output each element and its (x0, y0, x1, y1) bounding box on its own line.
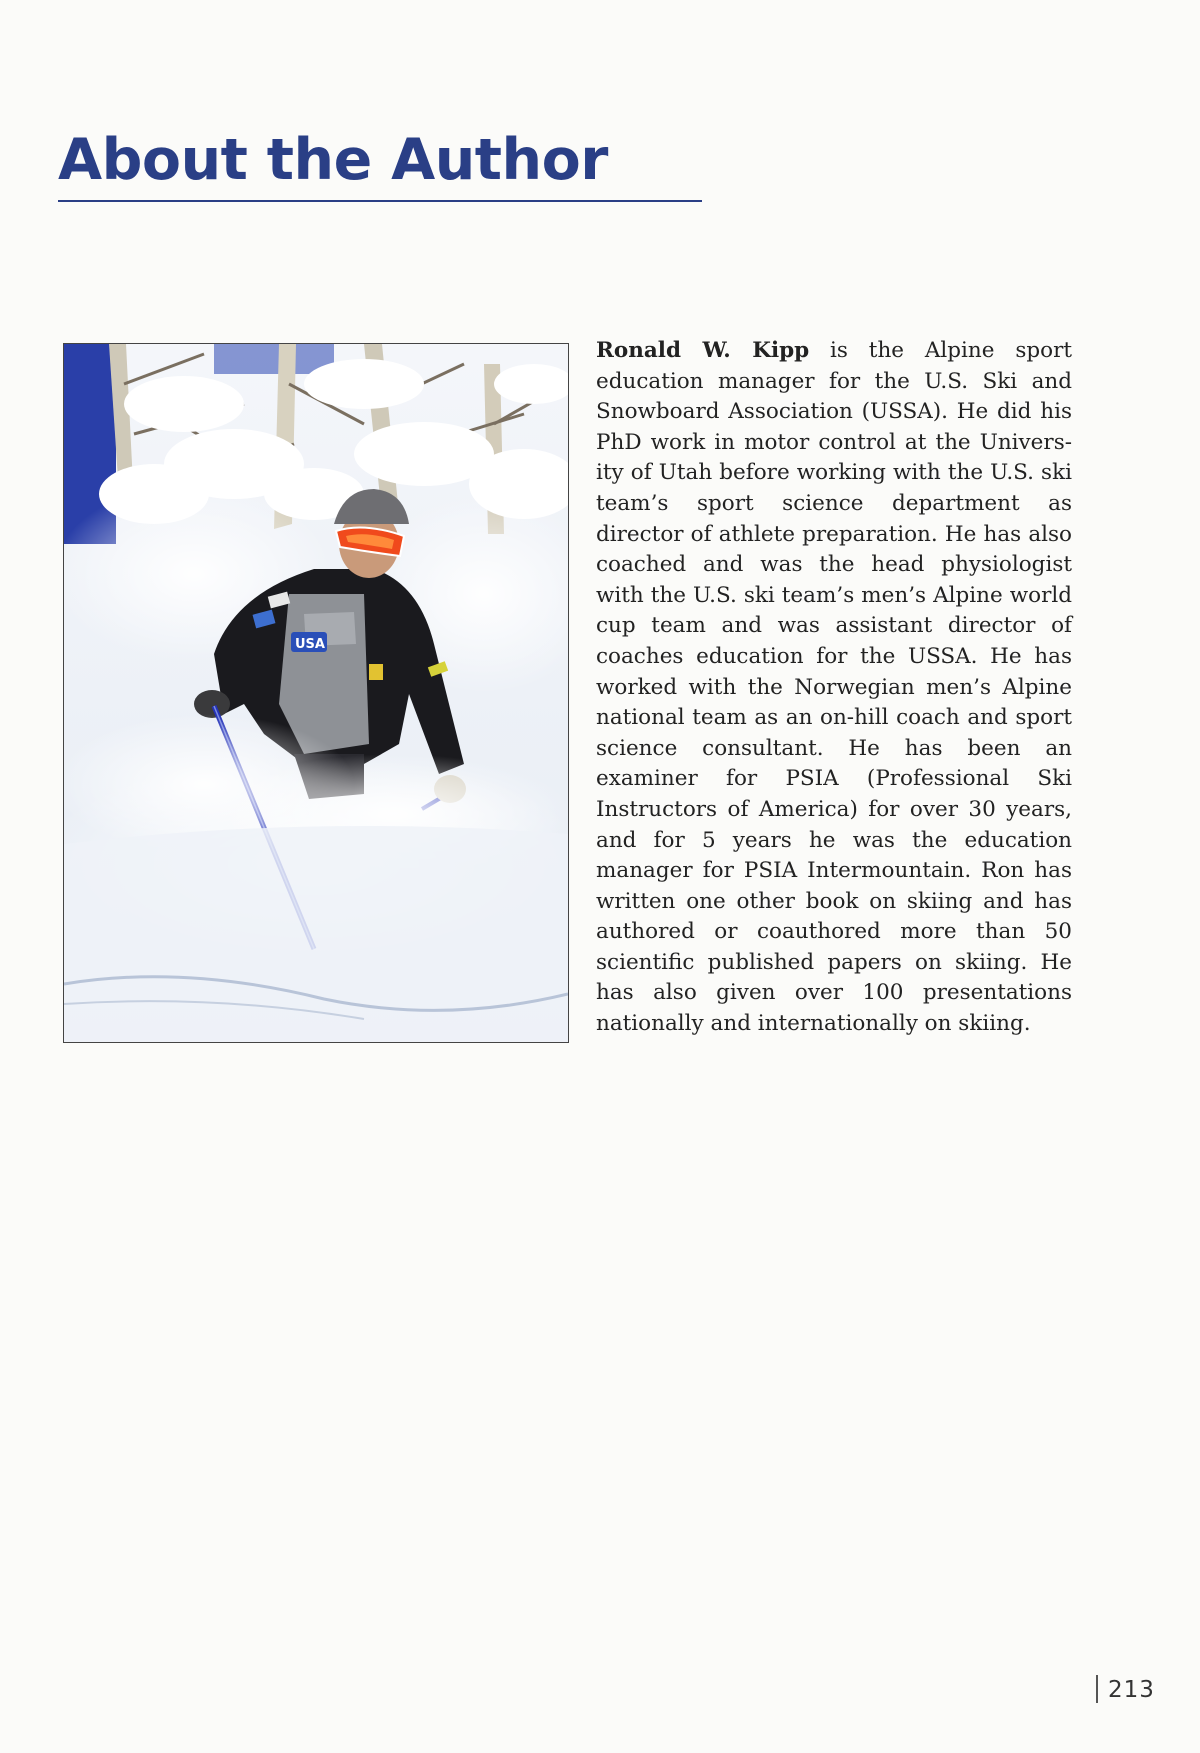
usa-badge-text: USA (295, 637, 325, 652)
title-underline (58, 200, 702, 202)
author-photo (63, 343, 569, 1043)
page-number-rule (1096, 1675, 1098, 1703)
author-bio-text: is the Alpine sport education manager for the U.S. Ski and Snowboard Association (USSA). He did his PhD work in motor control at the University of Utah before working with the U.S. ski team’s sport science department as director of athlete preparation. He has also coached and was the head physiologist with the U.S. ski team’s men’s Alpine world cup team and was assistant director of coaches education for the USSA. He has worked with the Norwegian men’s Alpine national team as an on-hill coach and sport science consultant. He has been an examiner for PSIA (Professional Ski Instructors of America) for over 30 years, and for 5 years he was the education manager for PSIA Intermountain. Ron has written one other book on skiing and has authored or coauthored more than 50 scientific published papers on skiing. He has also given over 100 presentations nationally and internationally on skiing. (596, 338, 1072, 1037)
skier-glove-left (194, 690, 230, 718)
skier-photo-illustration (64, 344, 568, 1042)
snow-slope (64, 826, 568, 1042)
author-bio (596, 336, 1072, 1040)
page-title: About the Author (58, 127, 608, 193)
author-name: Ronald W. Kipp (596, 338, 810, 363)
page-number: 213 (1108, 1677, 1155, 1703)
